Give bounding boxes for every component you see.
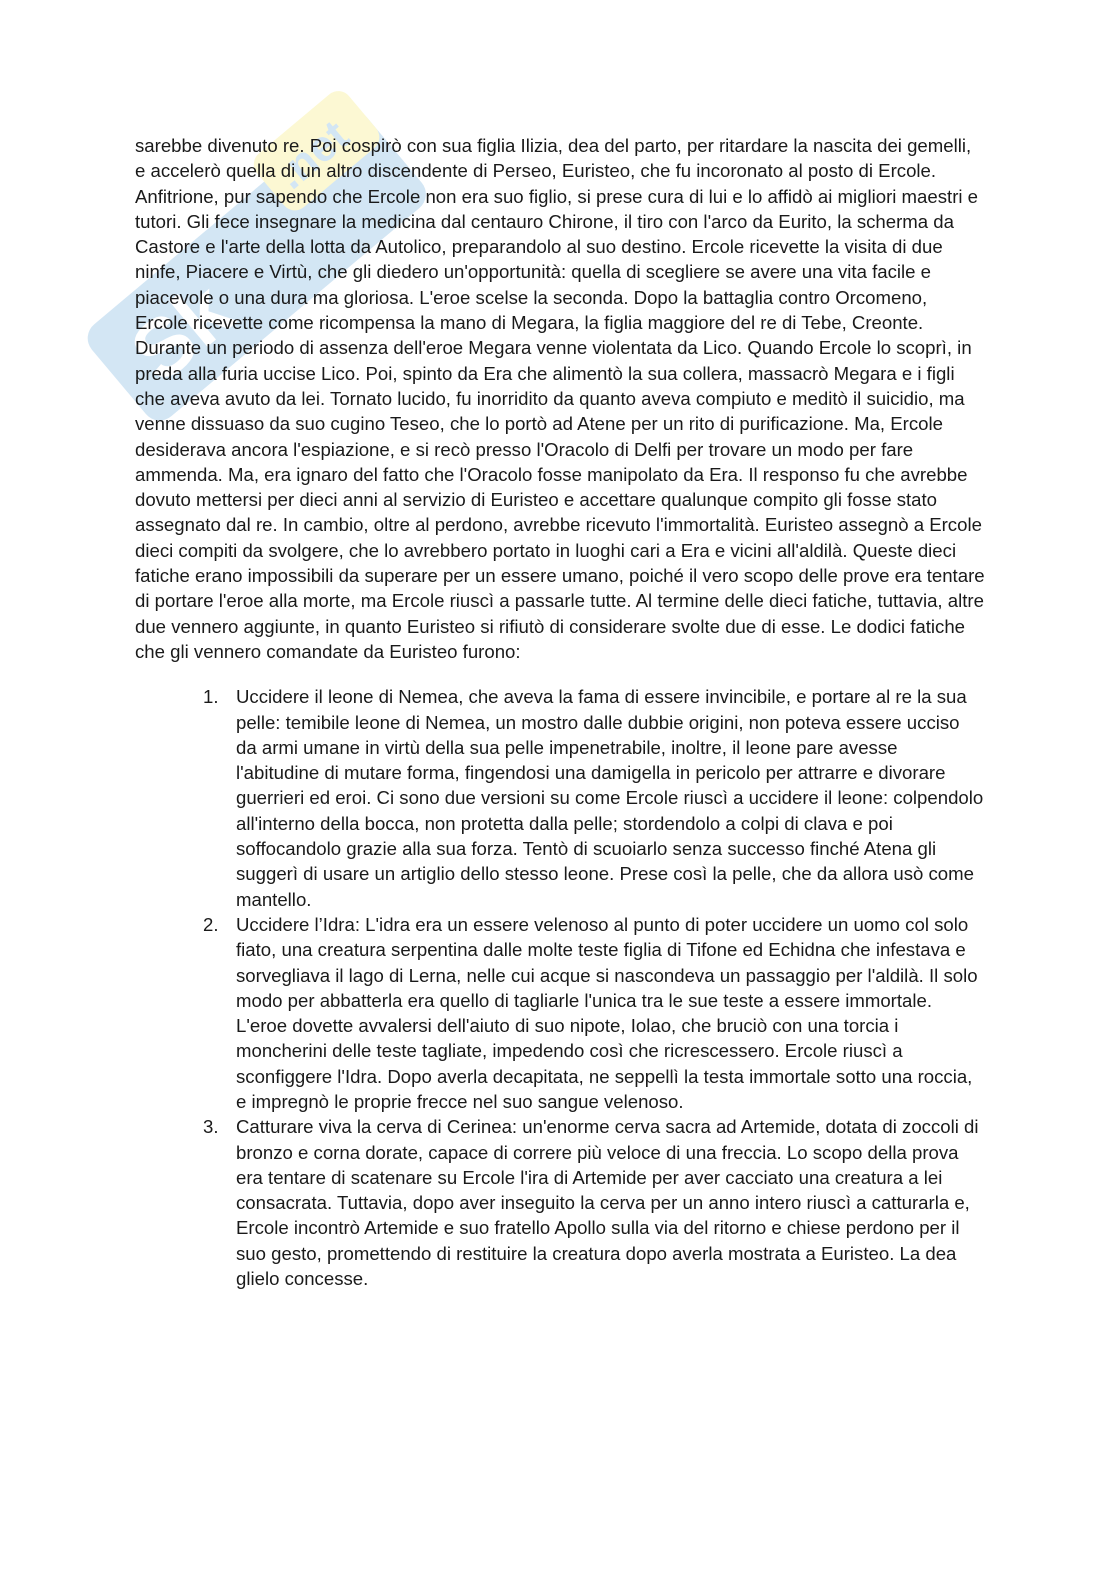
list-item-text: Catturare viva la cerva di Cerinea: un'enorme cerva sacra ad Artemide, dotata di zoccoli di bronzo e corna dorate, capace di correre più veloce di una freccia. Lo scopo della prova era tentare di scatenare su Ercole l'ira di Artemide per aver cacciato una creatura a lei consacrata. Tuttavia, dopo aver inseguito la cerva per un anno intero riuscì a catturarla e, Ercole incontrò Artemide e suo fratello Apollo sulla via del ritorno e chiese perdono per il suo gesto, promettendo di restituire la creatura dopo averla mostrata a Euristeo. La dea glielo concesse.: [236, 1116, 979, 1290]
svg-text:.net: .net: [266, 110, 359, 199]
intro-paragraph: sarebbe divenuto re. Poi cospirò con sua figlia Ilizia, dea del parto, per ritardare la nascita dei gemelli, e accelerò quella di un altro discendente di Perseo, Euristeo, che fu incoronato al posto di Ercole. Anfitrione, pur sapendo che Ercole non era suo figlio, si prese cura di lui e lo affidò ai migliori maestri e tutori. Gli fece insegnare la medicina dal centauro Chirone, il tiro con l'arco da Eurito, la scherma da Castore e l'arte della lotta da Autolico, preparandolo al suo destino. Ercole ricevette la visita di due ninfe, Piacere e Virtù, che gli diedero un'opportunità: quella di scegliere se avere una vita facile e piacevole o una dura ma gloriosa. L'eroe scelse la seconda. Dopo la battaglia contro Orcomeno, Ercole ricevette come ricompensa la mano di Megara, la figlia maggiore del re di Tebe, Creonte. Durante un periodo di assenza dell'eroe Megara venne violentata da Lico. Quando Ercole lo scoprì, in preda alla furia uccise Lico. Poi, spinto da Era che alimentò la sua collera, massacrò Megara e i figli che aveva avuto da lei. Tornato lucido, fu inorridito da quanto aveva compiuto e meditò il suicidio, ma venne dissuaso da suo cugino Teseo, che lo portò ad Atene per un rito di purificazione. Ma, Ercole desiderava ancora l'espiazione, e si recò presso l'Oracolo di Delfi per trovare un modo per fare ammenda. Ma, era ignaro del fatto che l'Oracolo fosse manipolato da Era. Il responso fu che avrebbe dovuto mettersi per dieci anni al servizio di Euristeo e accettare qualunque compito gli fosse stato assegnato dal re. In cambio, oltre al perdono, avrebbe ricevuto l'immortalità. Euristeo assegnò a Ercole dieci compiti da svolgere, che lo avrebbero portato in luoghi cari a Era e vicini all'aldilà. Queste dieci fatiche erano impossibili da superare per un essere umano, poiché il vero scopo delle prove era tentare di portare l'eroe alla morte, ma Ercole riuscì a passarle tutte. Al termine delle dieci fatiche, tuttavia, altre due vennero aggiunte, in quanto Euristeo si rifiutò di considerare svolte due di esse. Le dodici fatiche che gli vennero comandate da Euristeo furono:: [135, 135, 985, 662]
list-item: [135, 684, 985, 912]
list-item-number: 1.: [203, 686, 219, 708]
list-item-text: Uccidere l’Idra: L'idra era un essere velenoso al punto di poter uccidere un uomo col solo fiato, una creatura serpentina dalle molte teste figlia di Tifone ed Echidna che infestava e sorvegliava il lago di Lerna, nelle cui acque si nascondeva un passaggio per l'aldilà. Il solo modo per abbatterla era quello di tagliarle l'unica tra le sue teste a essere immortale. L'eroe dovette avvalersi dell'aiuto di suo nipote, Iolao, che bruciò con una torcia i moncherini delle teste tagliate, impedendo così che ricrescessero. Ercole riuscì a sconfiggere l'Idra. Dopo averla decapitata, ne seppellì la testa immortale sotto una roccia, e impregnò le proprie frecce nel suo sangue velenoso.: [236, 913, 978, 1112]
list-item-number: 3.: [203, 1116, 219, 1138]
svg-text:Sk: Sk: [114, 265, 250, 400]
labours-list: [135, 684, 985, 1291]
list-item: [135, 912, 985, 1114]
list-item-number: 2.: [203, 913, 219, 935]
document-page: [135, 133, 985, 1291]
list-item-text: Uccidere il leone di Nemea, che aveva la fama di essere invincibile, e portare al re la sua pelle: temibile leone di Nemea, un mostro dalle dubbie origini, non poteva essere ucciso da armi umane in virtù della sua pelle impenetrabile, inoltre, il leone pare avesse l'abitudine di mutare forma, fingendosi una damigella in pericolo per attrarre e divorare guerrieri ed eroi. Ci sono due versioni su come Ercole riuscì a uccidere il leone: colpendolo all'interno della bocca, non protetta dalla pelle; stordendolo a colpi di clava e poi soffocandolo grazie alla sua forza. Tentò di scuoiarlo senza successo finché Atena gli suggerì di usare un artiglio dello stesso leone. Prese così la pelle, che da allora usò come mantello.: [236, 686, 984, 910]
list-item: [135, 1114, 985, 1291]
